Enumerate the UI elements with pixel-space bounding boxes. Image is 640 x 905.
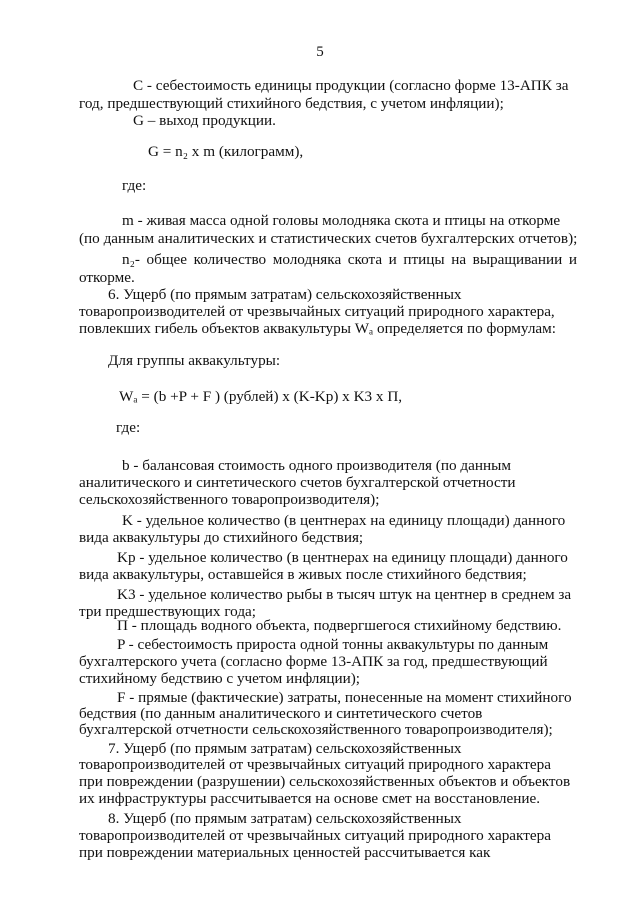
- paragraph-6-line-2: товаропроизводителей от чрезвычайных ситуаций природного характера,: [79, 303, 555, 320]
- k-definition-line-2: вида аквакультуры до стихийного бедствия;: [79, 529, 364, 546]
- f-definition-line-2: бедствия (по данным аналитического и синтетического счетов: [79, 705, 483, 722]
- p-definition-line-1: P - себестоимость прироста одной тонны аквакультуры по данным: [117, 636, 549, 653]
- b-definition-line-2: аналитического и синтетического счетов бухгалтерской отчетности: [79, 474, 516, 491]
- g-formula: G = n₂ x m (килограмм),: [148, 143, 304, 160]
- wa-formula: Wₐ = (b +P + F ) (рублей) x (K-Kp) x K3 x П,: [119, 388, 403, 405]
- paragraph-8-line-3: при повреждении материальных ценностей рассчитывается как: [79, 844, 491, 861]
- b-definition-line-3: сельскохозяйственного товаропроизводителя);: [79, 491, 380, 508]
- paragraph-6-line-1: 6. Ущерб (по прямым затратам) сельскохозяйственных: [108, 286, 462, 303]
- paragraph-7-line-2: товаропроизводителей от чрезвычайных ситуаций природного характера: [79, 756, 551, 773]
- aquaculture-group-heading: Для группы аквакультуры:: [108, 352, 281, 369]
- f-definition-line-1: F - прямые (фактические) затраты, понесенные на момент стихийного: [117, 689, 572, 706]
- paragraph-8-line-1: 8. Ущерб (по прямым затратам) сельскохозяйственных: [108, 810, 462, 827]
- c-definition-line-1: С - себестоимость единицы продукции (согласно форме 13-АПК за: [133, 77, 569, 94]
- n2-definition-line-2: откорме.: [79, 269, 135, 286]
- kp-definition-line-2: вида аквакультуры, оставшейся в живых после стихийного бедствия;: [79, 566, 527, 583]
- p-definition-line-2: бухгалтерского учета (согласно форме 13-АПК за год, предшествующий: [79, 653, 548, 670]
- g-definition: G – выход продукции.: [133, 112, 276, 129]
- f-definition-line-3: бухгалтерской отчетности сельскохозяйственного товаропроизводителя);: [79, 721, 553, 738]
- paragraph-8-line-2: товаропроизводителей от чрезвычайных ситуаций природного характера: [79, 827, 551, 844]
- where-label-1: где:: [122, 177, 147, 194]
- paragraph-7-line-3: при повреждении (разрушении) сельскохозяйственных объектов и объектов: [79, 773, 571, 790]
- where-label-2: где:: [116, 419, 141, 436]
- m-definition-line-2: (по данным аналитических и статистических счетов бухгалтерских отчетов);: [79, 230, 578, 247]
- n2-definition-line-1: n₂- общее количество молодняка скота и птицы на выращивании и: [122, 251, 577, 268]
- b-definition-line-1: b - балансовая стоимость одного производителя (по данным: [122, 457, 511, 474]
- pi-definition: П - площадь водного объекта, подвергшегося стихийному бедствию.: [117, 617, 562, 634]
- page-number: 5: [316, 44, 324, 60]
- p-definition-line-3: стихийному бедствию с учетом инфляции);: [79, 670, 361, 687]
- k3-definition-line-2: три предшествующих года;: [79, 603, 257, 620]
- paragraph-7-line-1: 7. Ущерб (по прямым затратам) сельскохозяйственных: [108, 740, 462, 757]
- k3-definition-line-1: K3 - удельное количество рыбы в тысяч штук на центнер в среднем за: [117, 586, 572, 603]
- paragraph-6-line-3: повлекших гибель объектов аквакультуры Wₐ определяется по формулам:: [79, 320, 556, 337]
- paragraph-7-line-4: их инфраструктуры рассчитывается на основе смет на восстановление.: [79, 790, 541, 807]
- m-definition-line-1: m - живая масса одной головы молодняка скота и птицы на откорме: [122, 212, 561, 229]
- c-definition-line-2: год, предшествующий стихийного бедствия, с учетом инфляции);: [79, 95, 504, 112]
- kp-definition-line-1: Kp - удельное количество (в центнерах на единицу площади) данного: [117, 549, 568, 566]
- k-definition-line-1: K - удельное количество (в центнерах на единицу площади) данного: [122, 512, 566, 529]
